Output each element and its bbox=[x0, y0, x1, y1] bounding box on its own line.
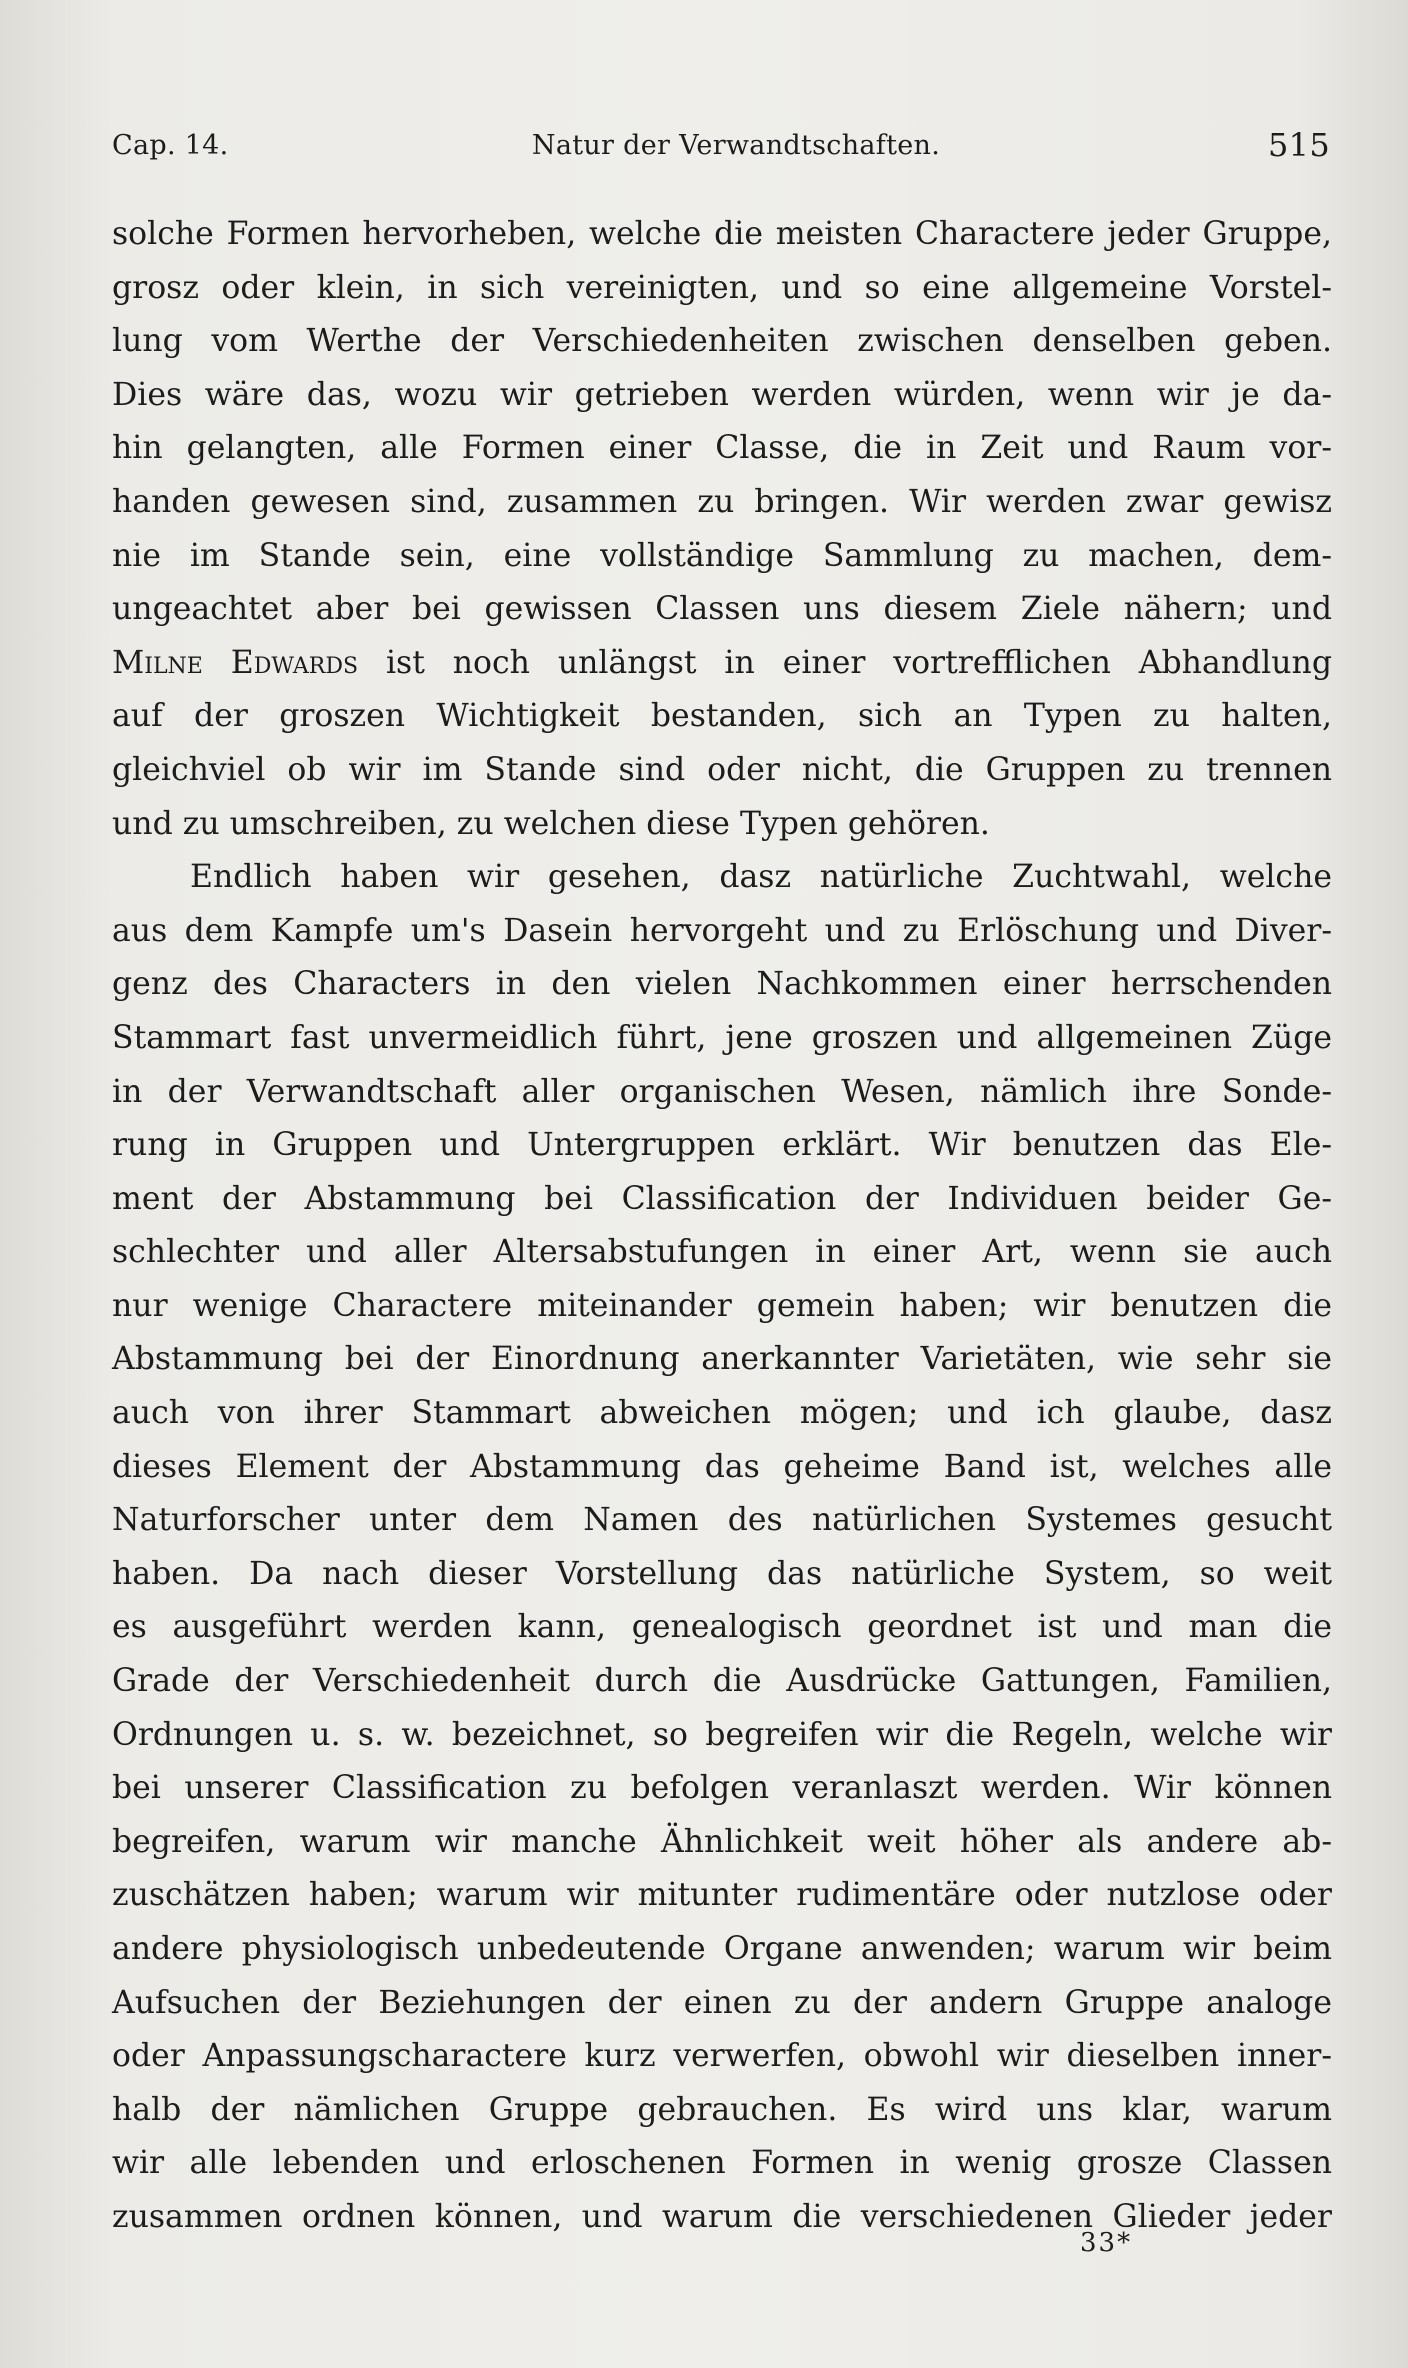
running-title: Natur der Verwandtschaften. bbox=[531, 130, 941, 161]
text-line: grosz oder klein, in sich vereinigten, und so eine allgemeine Vorstel- bbox=[112, 269, 1332, 306]
body-text bbox=[112, 208, 1332, 2245]
text-line: halb der nämlichen Gruppe gebrauchen. Es wird uns klar, warum bbox=[112, 2091, 1332, 2128]
text-line: Endlich haben wir gesehen, dasz natürliche Zuchtwahl, welche bbox=[190, 859, 1332, 896]
text-line: es ausgeführt werden kann, genealogisch geordnet ist und man die bbox=[112, 1609, 1332, 1646]
text-line: und zu umschreiben, zu welchen diese Typen gehören. bbox=[112, 805, 990, 842]
text-line: ment der Abstammung bei Classification der Individuen beider Ge- bbox=[112, 1180, 1332, 1217]
text-line-rest: ist noch unlängst in einer vortrefflichen Abhandlung bbox=[358, 644, 1332, 681]
page-number: 515 bbox=[1268, 126, 1330, 164]
running-header bbox=[112, 126, 1330, 174]
author-name-small-caps: Milne Edwards bbox=[112, 644, 359, 681]
text-line: Dies wäre das, wozu wir getrieben werden würden, wenn wir je da- bbox=[112, 376, 1332, 413]
text-line: Grade der Verschiedenheit durch die Ausdrücke Gattungen, Familien, bbox=[112, 1663, 1332, 1700]
text-line: lung vom Werthe der Verschiedenheiten zwischen denselben geben. bbox=[112, 323, 1332, 360]
text-line: Stammart fast unvermeidlich führt, jene groszen und allgemeinen Züge bbox=[112, 1019, 1332, 1056]
text-line: auch von ihrer Stammart abweichen mögen; und ich glaube, dasz bbox=[112, 1395, 1332, 1432]
text-line: nie im Stande sein, eine vollständige Sammlung zu machen, dem- bbox=[112, 537, 1332, 574]
text-line: Abstammung bei der Einordnung anerkannter Varietäten, wie sehr sie bbox=[112, 1341, 1332, 1378]
text-line: Naturforscher unter dem Namen des natürlichen Systemes gesucht bbox=[112, 1502, 1332, 1539]
text-line: aus dem Kampfe um's Dasein hervorgeht und zu Erlöschung und Diver- bbox=[112, 912, 1332, 949]
text-line: handen gewesen sind, zusammen zu bringen. Wir werden zwar gewisz bbox=[112, 483, 1332, 520]
text-line: Aufsuchen der Beziehungen der einen zu der andern Gruppe analoge bbox=[112, 1984, 1332, 2021]
chapter-label: Cap. 14. bbox=[112, 130, 229, 161]
text-line: schlechter und aller Altersabstufungen in einer Art, wenn sie auch bbox=[112, 1234, 1332, 1271]
text-line: auf der groszen Wichtigkeit bestanden, sich an Typen zu halten, bbox=[112, 698, 1332, 735]
text-line: zuschätzen haben; warum wir mitunter rudimentäre oder nutzlose oder bbox=[112, 1877, 1332, 1914]
text-line bbox=[112, 637, 1332, 691]
text-line: wir alle lebenden und erloschenen Formen in wenig grosze Classen bbox=[112, 2145, 1332, 2182]
text-line: haben. Da nach dieser Vorstellung das natürliche System, so weit bbox=[112, 1555, 1332, 1592]
text-line: begreifen, warum wir manche Ähnlichkeit weit höher als andere ab- bbox=[112, 1823, 1332, 1860]
text-line: rung in Gruppen und Untergruppen erklärt. Wir benutzen das Ele- bbox=[112, 1127, 1332, 1164]
text-line: zusammen ordnen können, und warum die verschiedenen Glieder jeder bbox=[112, 2198, 1332, 2235]
printer-signature-mark: 33* bbox=[1080, 2228, 1133, 2258]
text-line: ungeachtet aber bei gewissen Classen uns diesem Ziele nähern; und bbox=[112, 591, 1332, 628]
text-line: nur wenige Charactere miteinander gemein haben; wir benutzen die bbox=[112, 1287, 1332, 1324]
text-line: gleichviel ob wir im Stande sind oder nicht, die Gruppen zu trennen bbox=[112, 751, 1332, 788]
text-line: hin gelangten, alle Formen einer Classe, die in Zeit und Raum vor- bbox=[112, 430, 1332, 467]
text-line: bei unserer Classification zu befolgen veranlaszt werden. Wir können bbox=[112, 1770, 1332, 1807]
text-line: in der Verwandtschaft aller organischen Wesen, nämlich ihre Sonde- bbox=[112, 1073, 1332, 1110]
text-line: oder Anpassungscharactere kurz verwerfen, obwohl wir dieselben inner- bbox=[112, 2038, 1332, 2075]
text-line: andere physiologisch unbedeutende Organe anwenden; warum wir beim bbox=[112, 1931, 1332, 1967]
text-line: Ordnungen u. s. w. bezeichnet, so begreifen wir die Regeln, welche wir bbox=[112, 1716, 1332, 1753]
text-line: solche Formen hervorheben, welche die meisten Charactere jeder Gruppe, bbox=[112, 216, 1332, 252]
text-line: genz des Characters in den vielen Nachkommen einer herrschenden bbox=[112, 966, 1332, 1003]
text-line: dieses Element der Abstammung das geheime Band ist, welches alle bbox=[112, 1448, 1332, 1485]
